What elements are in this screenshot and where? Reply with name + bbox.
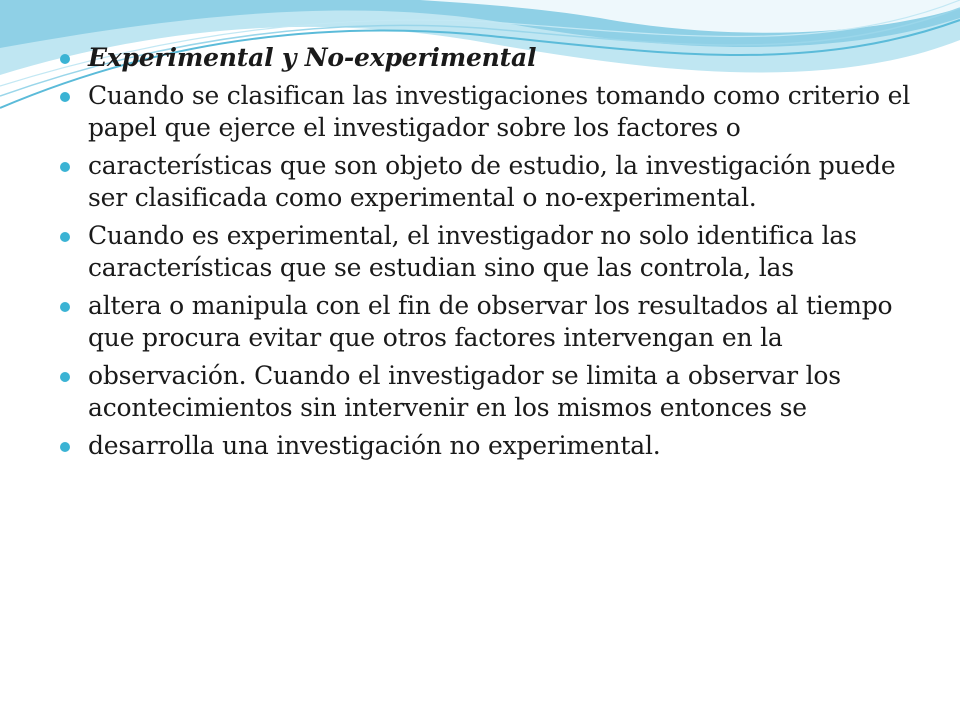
bullet-text: altera o manipula con el fin de observar los resultados al tiempo que procura evitar que otros factores intervengan en la <box>88 291 893 352</box>
list-item <box>58 360 918 424</box>
bullet-dot-icon <box>60 302 70 312</box>
bullet-dot-icon <box>60 54 70 64</box>
list-item <box>58 430 918 462</box>
bullet-dot-icon <box>60 92 70 102</box>
list-item <box>58 150 918 214</box>
bullet-dot-icon <box>60 372 70 382</box>
bullet-text: Experimental y No-experimental <box>88 43 537 72</box>
bullet-text: características que son objeto de estudio, la investigación puede ser clasificada como experimental o no-experimental. <box>88 151 896 212</box>
bullet-dot-icon <box>60 232 70 242</box>
list-item-title <box>58 42 918 74</box>
bullet-list <box>58 42 918 468</box>
list-item <box>58 80 918 144</box>
list-item <box>58 290 918 354</box>
bullet-dot-icon <box>60 442 70 452</box>
list-item <box>58 220 918 284</box>
bullet-text: Cuando se clasifican las investigaciones tomando como criterio el papel que ejerce el investigador sobre los factores o <box>88 81 911 142</box>
bullet-text: Cuando es experimental, el investigador no solo identifica las características que se estudian sino que las controla, las <box>88 221 857 282</box>
bullet-text: desarrolla una investigación no experimental. <box>88 431 661 460</box>
bullet-text: observación. Cuando el investigador se limita a observar los acontecimientos sin intervenir en los mismos entonces se <box>88 361 841 422</box>
bullet-dot-icon <box>60 162 70 172</box>
